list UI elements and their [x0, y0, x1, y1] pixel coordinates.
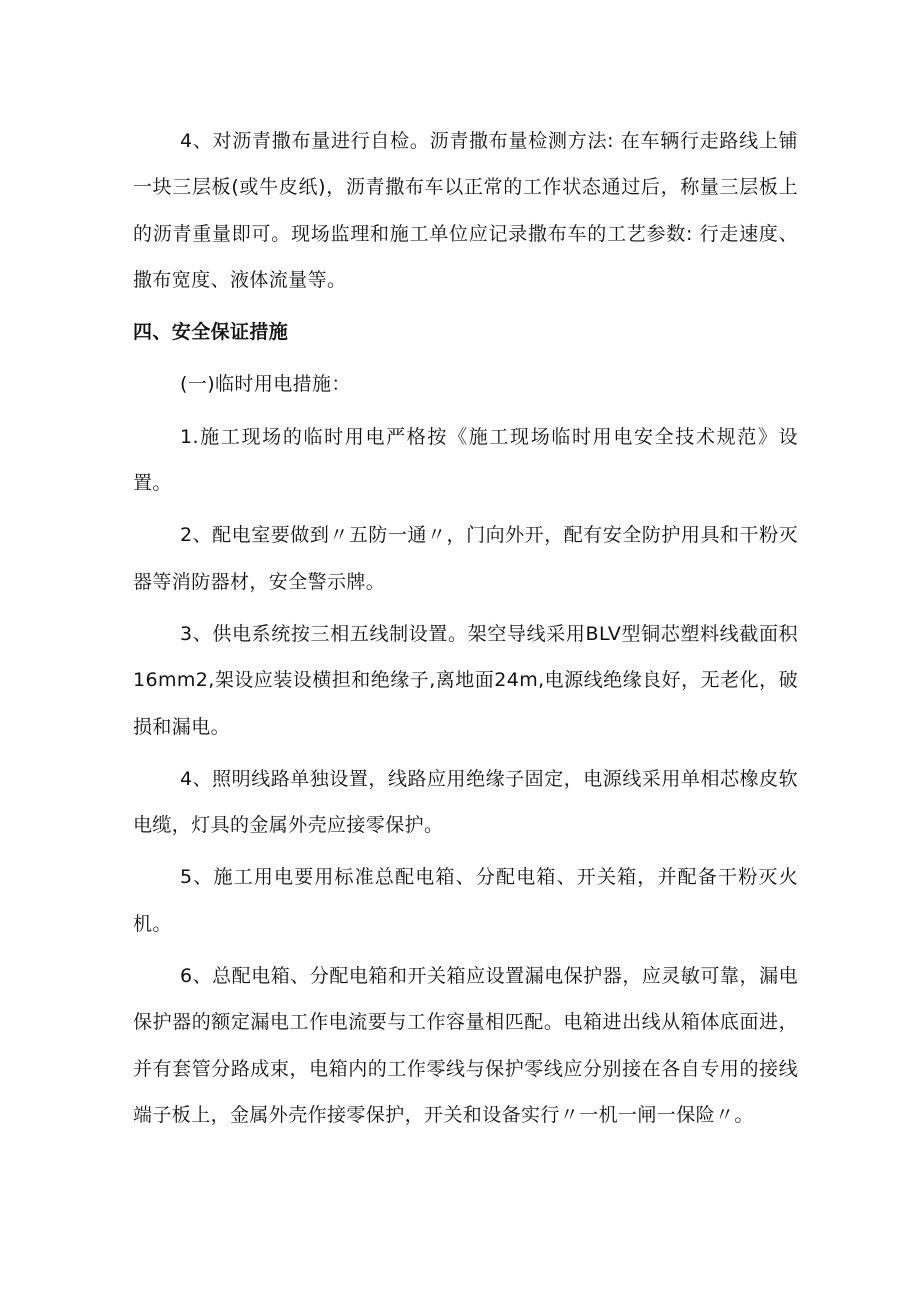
paragraph-item-6: 6、总配电箱、分配电箱和开关箱应设置漏电保护器，应灵敏可靠，漏电保护器的额定漏电工作电流要与工作容量相匹配。电箱进出线从箱体底面进，并有套管分路成束，电箱内的工作零线与保护零线应分别接在各自专用的接线端子板上，金属外壳作接零保护，开关和设备实行〃一机一闸一保险〃。: [133, 965, 798, 1126]
document-body: [133, 118, 798, 1138]
paragraph-item-5: 5、施工用电要用标准总配电箱、分配电箱、开关箱，并配备干粉灭火机。: [133, 866, 798, 935]
paragraph-item-1: 1.施工现场的临时用电严格按《施工现场临时用电安全技术规范》设置。: [133, 425, 798, 495]
paragraph-item-4: 4、照明线路单独设置，线路应用绝缘子固定，电源线采用单相芯橡皮软电缆，灯具的金属外壳应接零保护。: [133, 767, 798, 837]
paragraph-item-3: 3、供电系统按三相五线制设置。架空导线采用BLV型铜芯塑料线截面积16mm2,架设应装设横担和绝缘子,离地面24m,电源线绝缘良好，无老化，破损和漏电。: [133, 622, 798, 738]
paragraph-item-2: 2、配电室要做到〃五防一通〃，门向外开，配有安全防护用具和干粉灭器等消防器材，安全警示牌。: [133, 524, 798, 593]
paragraph-asphalt-spray-check: 4、对沥青撒布量进行自检。沥青撒布量检测方法: 在车辆行走路线上铺一块三层板(或牛皮纸)，沥青撒布车以正常的工作状态通过后，称量三层板上的沥青重量即可。现场监理和施工单位应记录撒布车的工艺参数: 行走速度、撒布宽度、液体流量等。: [133, 130, 798, 291]
section-heading-safety-measures: 四、安全保证措施: [133, 321, 289, 344]
subsection-heading-temporary-power: (一)临时用电措施：: [180, 373, 351, 396]
